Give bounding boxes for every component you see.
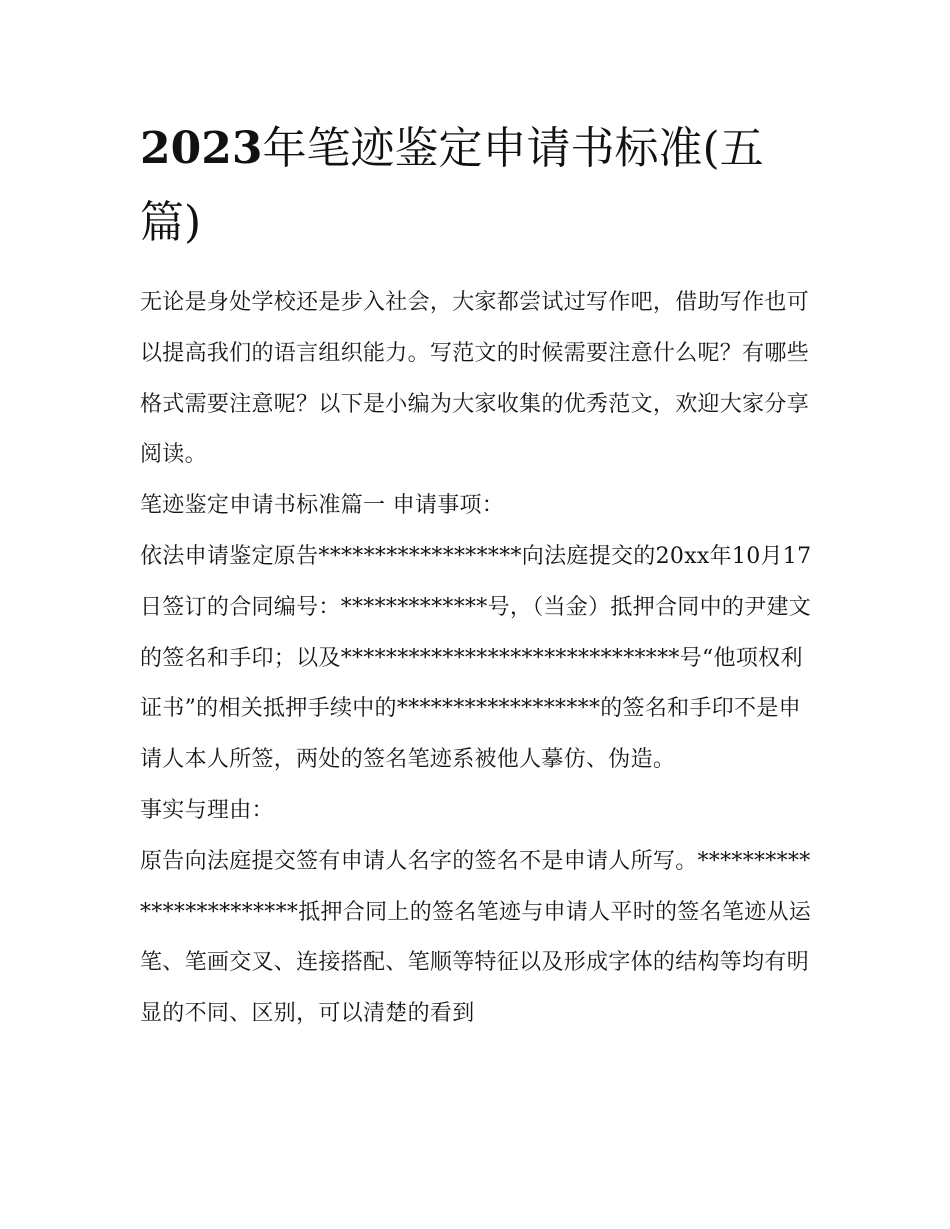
facts-heading: 事实与理由： — [140, 797, 274, 823]
document-body — [140, 278, 820, 1040]
title-text: 年笔迹鉴定申请书标准(五篇) — [140, 123, 764, 248]
title-year: 2023 — [140, 123, 263, 174]
document-title — [140, 112, 820, 260]
application-paragraph: 依法申请鉴定原告******************向法庭提交的20xx年10月17日签订的合同编号：*************号，（当金）抵押合同中的尹建文的签名和手印；以及******************************号“他项权利证书”的相关抵押手续中的******************的签名和手印不是申请人本人所签，两处的签名笔迹系被他人摹仿、伪造。 — [140, 543, 812, 773]
facts-paragraph: 原告向法庭提交签有申请人名字的签名不是申请人所写。************************抵押合同上的签名笔迹与申请人平时的签名笔迹从运笔、笔画交叉、连接搭配、笔顺等特征以及形成字体的结构等均有明显的不同、区别，可以清楚的看到 — [140, 848, 812, 1027]
intro-paragraph: 无论是身处学校还是步入社会，大家都尝试过写作吧，借助写作也可以提高我们的语言组织能力。写范文的时候需要注意什么呢？有哪些格式需要注意呢？以下是小编为大家收集的优秀范文，欢迎大家分享阅读。 — [140, 290, 810, 468]
section-heading: 笔迹鉴定申请书标准篇一 申请事项： — [140, 493, 505, 519]
